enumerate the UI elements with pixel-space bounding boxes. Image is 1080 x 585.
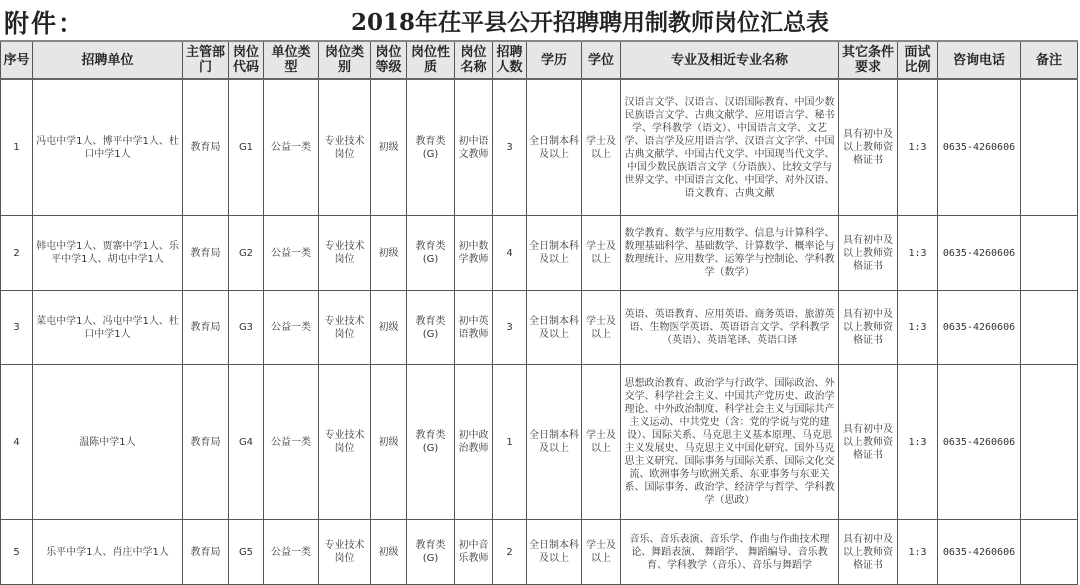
cell-code: G1 (229, 79, 264, 216)
table-row (1, 365, 1078, 520)
header-code: 岗位代码 (229, 41, 264, 79)
cell-ratio: 1:3 (898, 291, 938, 365)
cell-education: 全日制本科及以上 (527, 216, 582, 291)
cell-education: 全日制本科及以上 (527, 291, 582, 365)
cell-post-name: 初中音乐教师 (455, 520, 493, 585)
table-row (1, 520, 1078, 585)
cell-degree: 学士及以上 (582, 79, 621, 216)
cell-post-name: 初中政治教师 (455, 365, 493, 520)
table-row (1, 216, 1078, 291)
cell-phone: 0635-4260606 (938, 79, 1021, 216)
cell-no: 5 (1, 520, 33, 585)
cell-dept: 教育局 (183, 216, 229, 291)
cell-count: 3 (493, 291, 527, 365)
header-degree: 学位 (582, 41, 621, 79)
cell-other: 具有初中及以上教师资格证书 (839, 216, 898, 291)
cell-post-name: 初中数学教师 (455, 216, 493, 291)
cell-other: 具有初中及以上教师资格证书 (839, 79, 898, 216)
cell-note (1021, 216, 1078, 291)
cell-majors: 数学教育、数学与应用数学、信息与计算科学、数理基础科学、基础数学、计算数学、概率论与数理统计、应用数学、运筹学与控制论、学科教学（数学） (621, 216, 839, 291)
cell-note (1021, 291, 1078, 365)
cell-note (1021, 79, 1078, 216)
cell-post-category: 专业技术岗位 (319, 365, 371, 520)
table-row (1, 79, 1078, 216)
cell-unit: 乐平中学1人、肖庄中学1人 (33, 520, 183, 585)
cell-no: 2 (1, 216, 33, 291)
cell-degree: 学士及以上 (582, 520, 621, 585)
cell-unit: 冯屯中学1人、博平中学1人、杜口中学1人 (33, 79, 183, 216)
cell-code: G3 (229, 291, 264, 365)
document-title-bar (0, 0, 1080, 40)
cell-majors: 音乐、音乐表演、音乐学、作曲与作曲技术理论、舞蹈表演、 舞蹈学、 舞蹈编导、音乐教育、学科教学（音乐）、音乐与舞蹈学 (621, 520, 839, 585)
header-post-level: 岗位等级 (371, 41, 407, 79)
recruitment-table (0, 40, 1078, 585)
header-note: 备注 (1021, 41, 1078, 79)
cell-post-level: 初级 (371, 291, 407, 365)
cell-majors: 汉语言文学、汉语言、汉语国际教育、中国少数民族语言文学、古典文献学、应用语言学、秘书学、学科教学（语文）、中国语言文学、文艺学、语言学及应用语言学、汉语言文字学、中国古典文献学、中国古代文学、中国现当代文学、中国少数民族语言文学（分语族）、比较文学与世界文学、中国语言文化、中国学、对外汉语、语文教育、古典文献 (621, 79, 839, 216)
cell-post-category: 专业技术岗位 (319, 291, 371, 365)
cell-unit: 温陈中学1人 (33, 365, 183, 520)
cell-count: 2 (493, 520, 527, 585)
cell-phone: 0635-4260606 (938, 365, 1021, 520)
cell-unit: 韩屯中学1人、贾寨中学1人、乐平中学1人、胡屯中学1人 (33, 216, 183, 291)
cell-post-category: 专业技术岗位 (319, 216, 371, 291)
cell-other: 具有初中及以上教师资格证书 (839, 520, 898, 585)
page-title: 2018年茌平县公开招聘聘用制教师岗位汇总表 (350, 9, 829, 36)
cell-note (1021, 520, 1078, 585)
cell-code: G2 (229, 216, 264, 291)
table-header-row (1, 41, 1078, 79)
cell-degree: 学士及以上 (582, 365, 621, 520)
cell-note (1021, 365, 1078, 520)
header-post-nature: 岗位性质 (407, 41, 455, 79)
header-majors: 专业及相近专业名称 (621, 41, 839, 79)
header-count: 招聘人数 (493, 41, 527, 79)
cell-unit: 菜屯中学1人、冯屯中学1人、杜口中学1人 (33, 291, 183, 365)
cell-no: 1 (1, 79, 33, 216)
cell-education: 全日制本科及以上 (527, 365, 582, 520)
cell-post-level: 初级 (371, 79, 407, 216)
header-ratio: 面试比例 (898, 41, 938, 79)
cell-ratio: 1:3 (898, 216, 938, 291)
header-unit: 招聘单位 (33, 41, 183, 79)
cell-phone: 0635-4260606 (938, 216, 1021, 291)
cell-majors: 英语、英语教育、应用英语、商务英语、旅游英语、生物医学英语、英语语言文学、学科教学（英语）、英语笔译、英语口译 (621, 291, 839, 365)
header-no: 序号 (1, 41, 33, 79)
header-other: 其它条件要求 (839, 41, 898, 79)
cell-majors: 思想政治教育、政治学与行政学、国际政治、外交学、科学社会主义、中国共产党历史、政治学理论、中外政治制度、科学社会主义与国际共产主义运动、中共党史（含：党的学说与党的建设）、国际关系、马克思主义基本原理、马克思主义发展史、马克思主义中国化研究、国外马克思主义研究、国际事务与国际关系、国际文化交流、欧洲事务与欧洲关系、东亚事务与东亚关系、国际事务、政治学、经济学与哲学、学科教学（思政） (621, 365, 839, 520)
cell-post-nature: 教育类(G) (407, 79, 455, 216)
cell-degree: 学士及以上 (582, 216, 621, 291)
header-education: 学历 (527, 41, 582, 79)
cell-unit-type: 公益一类 (264, 365, 319, 520)
cell-unit-type: 公益一类 (264, 520, 319, 585)
cell-count: 3 (493, 79, 527, 216)
cell-post-nature: 教育类(G) (407, 291, 455, 365)
attachment-label: 附件： (4, 9, 86, 38)
header-unit-type: 单位类型 (264, 41, 319, 79)
cell-unit-type: 公益一类 (264, 291, 319, 365)
cell-dept: 教育局 (183, 291, 229, 365)
cell-education: 全日制本科及以上 (527, 79, 582, 216)
cell-ratio: 1:3 (898, 520, 938, 585)
cell-no: 4 (1, 365, 33, 520)
cell-code: G4 (229, 365, 264, 520)
cell-phone: 0635-4260606 (938, 520, 1021, 585)
cell-other: 具有初中及以上教师资格证书 (839, 291, 898, 365)
cell-other: 具有初中及以上教师资格证书 (839, 365, 898, 520)
cell-post-name: 初中英语教师 (455, 291, 493, 365)
cell-post-category: 专业技术岗位 (319, 79, 371, 216)
cell-unit-type: 公益一类 (264, 79, 319, 216)
cell-post-level: 初级 (371, 365, 407, 520)
cell-post-nature: 教育类(G) (407, 216, 455, 291)
cell-ratio: 1:3 (898, 79, 938, 216)
cell-dept: 教育局 (183, 79, 229, 216)
cell-dept: 教育局 (183, 365, 229, 520)
header-dept: 主管部门 (183, 41, 229, 79)
cell-unit-type: 公益一类 (264, 216, 319, 291)
header-phone: 咨询电话 (938, 41, 1021, 79)
header-post-category: 岗位类别 (319, 41, 371, 79)
cell-post-level: 初级 (371, 216, 407, 291)
cell-post-nature: 教育类(G) (407, 520, 455, 585)
cell-no: 3 (1, 291, 33, 365)
cell-degree: 学士及以上 (582, 291, 621, 365)
table-row (1, 291, 1078, 365)
cell-post-category: 专业技术岗位 (319, 520, 371, 585)
cell-post-level: 初级 (371, 520, 407, 585)
cell-dept: 教育局 (183, 520, 229, 585)
cell-education: 全日制本科及以上 (527, 520, 582, 585)
cell-post-nature: 教育类(G) (407, 365, 455, 520)
cell-count: 1 (493, 365, 527, 520)
cell-code: G5 (229, 520, 264, 585)
cell-count: 4 (493, 216, 527, 291)
cell-phone: 0635-4260606 (938, 291, 1021, 365)
cell-ratio: 1:3 (898, 365, 938, 520)
header-post-name: 岗位名称 (455, 41, 493, 79)
cell-post-name: 初中语文教师 (455, 79, 493, 216)
